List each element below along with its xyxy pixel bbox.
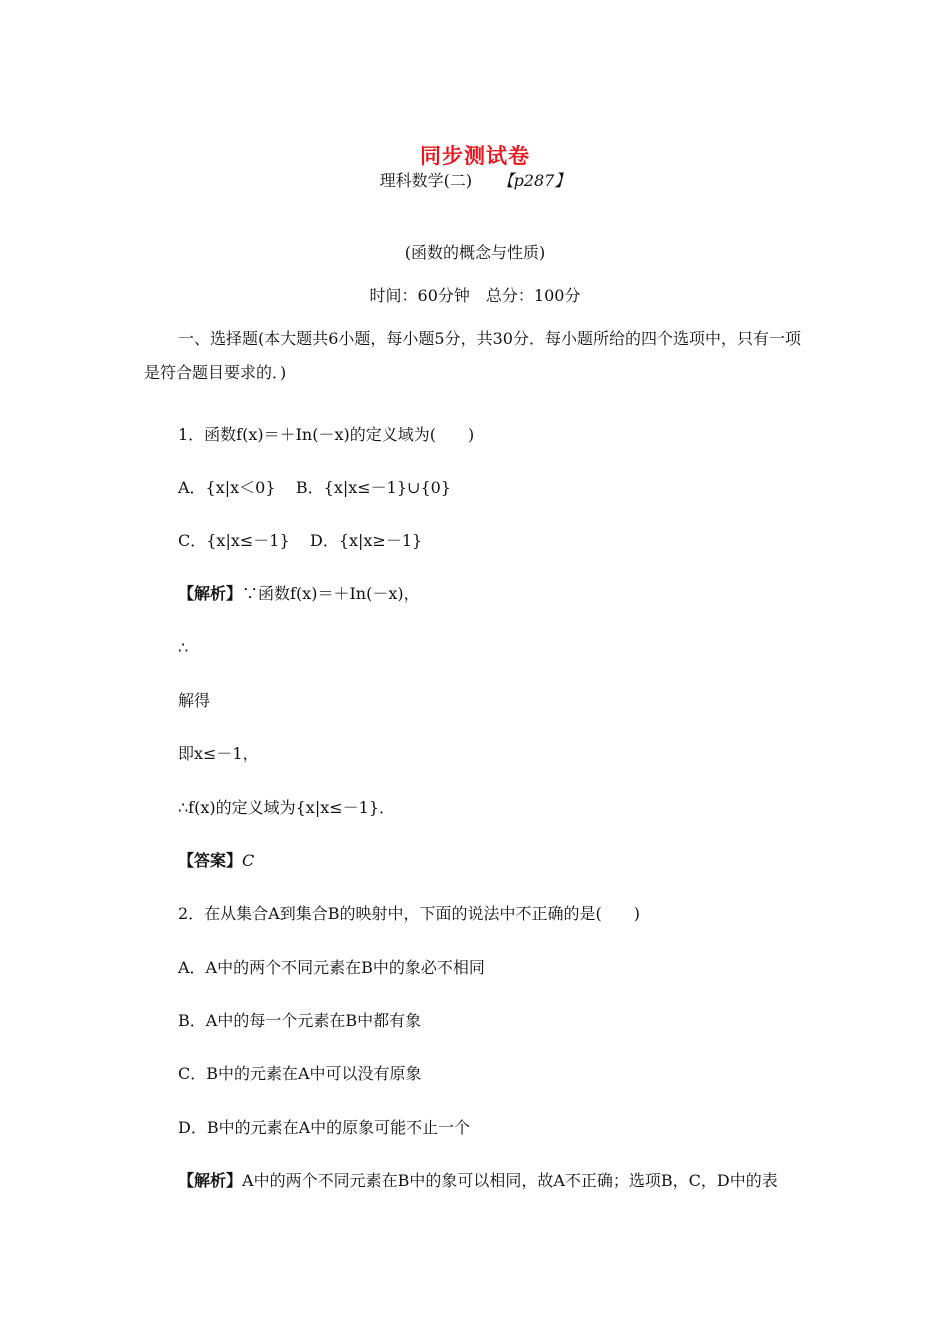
question-1-option-a: A．{x|x＜0} [178,478,276,497]
section-instructions: 一、选择题(本大题共6小题，每小题5分，共30分．每小题所给的四个选项中，只有一项是符合题目要求的．) [144,329,801,382]
question-1-options-ab [178,478,451,498]
question-1-option-b: B．{x|x≤－1}∪{0} [295,478,451,497]
topic-line: (函数的概念与性质) [404,243,546,262]
subject-line [0,171,950,191]
question-1-options-cd [178,531,422,551]
time-info: 时间：60分钟 总分：100分 [369,286,581,305]
analysis-label: 【解析】 [178,1171,243,1190]
question-2-option-b: B．A中的每一个元素在B中都有象 [178,1011,422,1030]
analysis-label: 【解析】 [178,584,243,603]
question-1-stem: 1．函数f(x)＝＋In(－x)的定义域为( ) [178,425,475,444]
question-1-analysis [178,584,420,604]
subject-label: 理科数学(二) [379,171,473,190]
page-title: 同步测试卷 [420,143,530,168]
solve-line: 解得 [178,691,211,710]
question-2-option-d: D．B中的元素在A中的原象可能不止一个 [178,1118,471,1137]
question-2-stem: 2．在从集合A到集合B的映射中，下面的说法中不正确的是( ) [178,904,640,923]
question-2-option-c: C．B中的元素在A中可以没有原象 [178,1064,422,1083]
therefore-symbol: ∴ [178,638,189,657]
page-reference: 【p287】 [497,171,571,190]
analysis-text: A中的两个不同元素在B中的象可以相同，故A不正确；选项B，C，D中的表 [242,1171,778,1190]
answer-label: 【答案】 [178,851,243,870]
question-2-option-a: A．A中的两个不同元素在B中的象必不相同 [178,958,485,977]
result-line: 即x≤－1， [178,744,259,763]
conclusion-line: ∴f(x)的定义域为{x|x≤－1}． [178,798,395,817]
question-1-answer [178,851,254,871]
analysis-text: ∵函数f(x)＝＋In(－x)， [242,584,420,603]
question-2-analysis [178,1171,778,1191]
question-1-option-c: C．{x|x≤－1} [178,531,290,550]
question-1-option-d: D．{x|x≥－1} [309,531,423,550]
answer-value: C [242,851,255,870]
